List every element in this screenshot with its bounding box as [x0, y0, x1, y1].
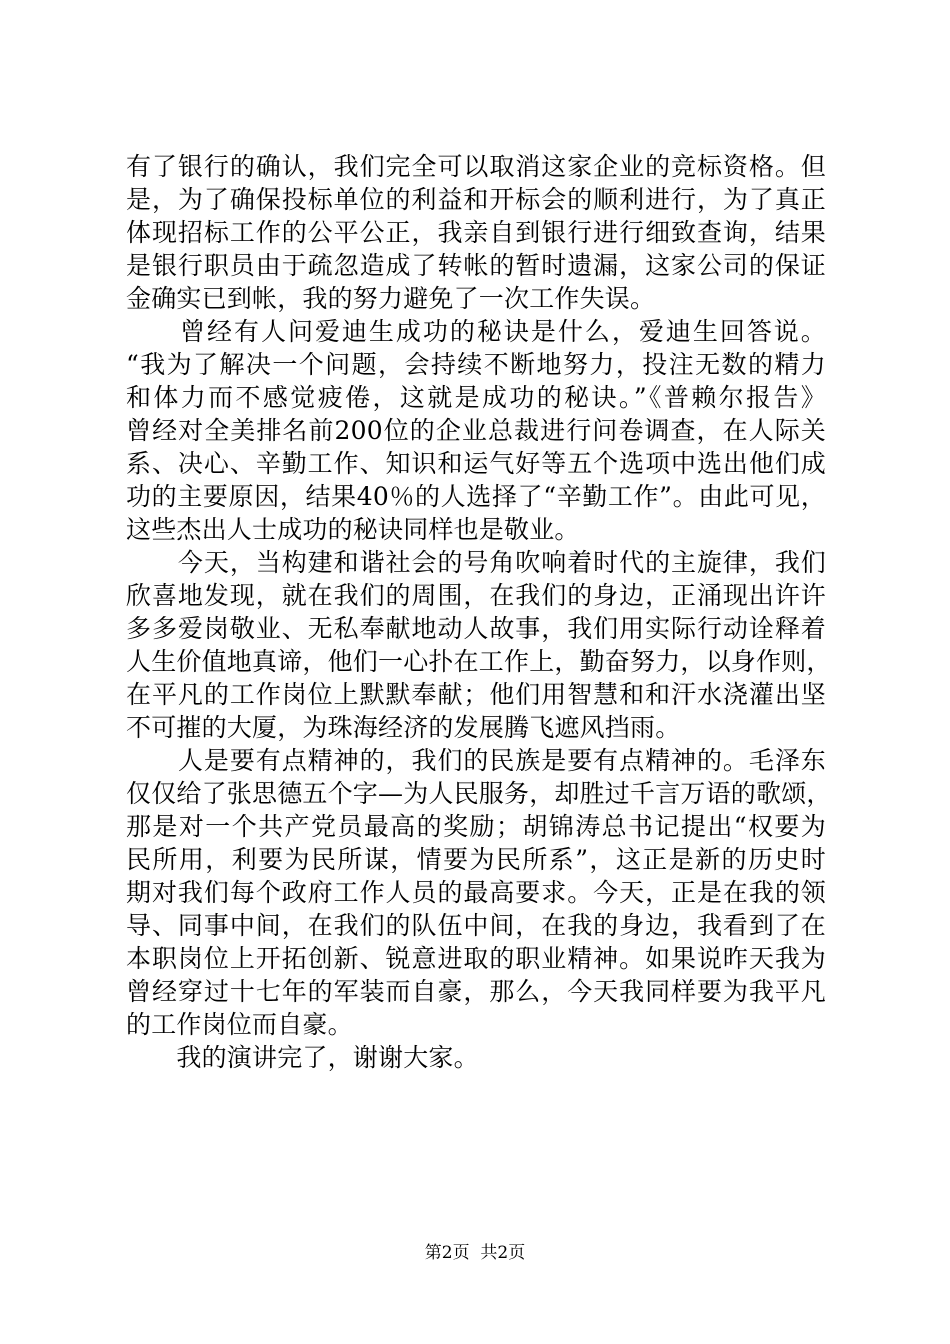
- text-line: 和体力而不感觉疲倦，这就是成功的秘诀。”《普赖尔报告》: [126, 383, 826, 412]
- page-footer: [0, 1242, 950, 1264]
- text-line: 本职岗位上开拓创新、锐意进取的职业精神。如果说昨天我为: [126, 944, 826, 973]
- page-number: 第2页: [424, 1243, 470, 1263]
- text-line: 多多爱岗敬业、无私奉献地动人故事，我们用实际行动诠释着: [126, 614, 826, 643]
- text-line: 人是要有点精神的，我们的民族是要有点精神的。毛泽东: [126, 746, 826, 775]
- page-total: 共2页: [480, 1243, 526, 1263]
- text-line: 有了银行的确认，我们完全可以取消这家企业的竞标资格。但: [126, 152, 826, 181]
- text-line: 曾经对全美排名前200位的企业总裁进行问卷调查，在人际关: [126, 416, 826, 445]
- text-line: 功的主要原因，结果40％的人选择了“辛勤工作”。由此可见，: [126, 482, 826, 511]
- text-line: 系、决心、辛勤工作、知识和运气好等五个选项中选出他们成: [126, 449, 826, 478]
- text-line: 在平凡的工作岗位上默默奉献；他们用智慧和和汗水浇灌出坚: [126, 680, 826, 709]
- text-line: 仅仅给了张思德五个字—为人民服务，却胜过千言万语的歌颂，: [126, 779, 832, 808]
- text-line: 这些杰出人士成功的秘诀同样也是敬业。: [126, 515, 580, 544]
- text-line: 金确实已到帐，我的努力避免了一次工作失误。: [126, 284, 656, 313]
- text-line: 体现招标工作的公平公正，我亲自到银行进行细致查询，结果: [126, 218, 826, 247]
- text-line: 曾经有人问爱迪生成功的秘诀是什么，爱迪生回答说。: [126, 317, 826, 346]
- text-line: 导、同事中间，在我们的队伍中间，在我的身边，我看到了在: [126, 911, 826, 940]
- text-line: 欣喜地发现，就在我们的周围，在我们的身边，正涌现出许许: [126, 581, 826, 610]
- text-line: 民所用，利要为民所谋，情要为民所系”，这正是新的历史时: [126, 845, 826, 874]
- text-line: 今天，当构建和谐社会的号角吹响着时代的主旋律，我们: [126, 548, 826, 577]
- text-line: 我的演讲完了，谢谢大家。: [126, 1043, 479, 1072]
- text-line: 那是对一个共产党员最高的奖励；胡锦涛总书记提出“权要为: [126, 812, 826, 841]
- text-line: 人生价值地真谛，他们一心扑在工作上，勤奋努力，以身作则，: [126, 647, 832, 676]
- text-line: 是银行职员由于疏忽造成了转帐的暂时遗漏，这家公司的保证: [126, 251, 826, 280]
- document-body: [126, 150, 832, 1074]
- text-line: 是，为了确保投标单位的利益和开标会的顺利进行，为了真正: [126, 185, 826, 214]
- text-line: “我为了解决一个问题，会持续不断地努力，投注无数的精力: [126, 350, 826, 379]
- text-line: 曾经穿过十七年的军装而自豪，那么，今天我同样要为我平凡: [126, 977, 826, 1006]
- text-line: 的工作岗位而自豪。: [126, 1010, 353, 1039]
- footer-spacer: [470, 1243, 481, 1263]
- text-line: 不可摧的大厦，为珠海经济的发展腾飞遮风挡雨。: [126, 713, 681, 742]
- text-line: 期对我们每个政府工作人员的最高要求。今天，正是在我的领: [126, 878, 826, 907]
